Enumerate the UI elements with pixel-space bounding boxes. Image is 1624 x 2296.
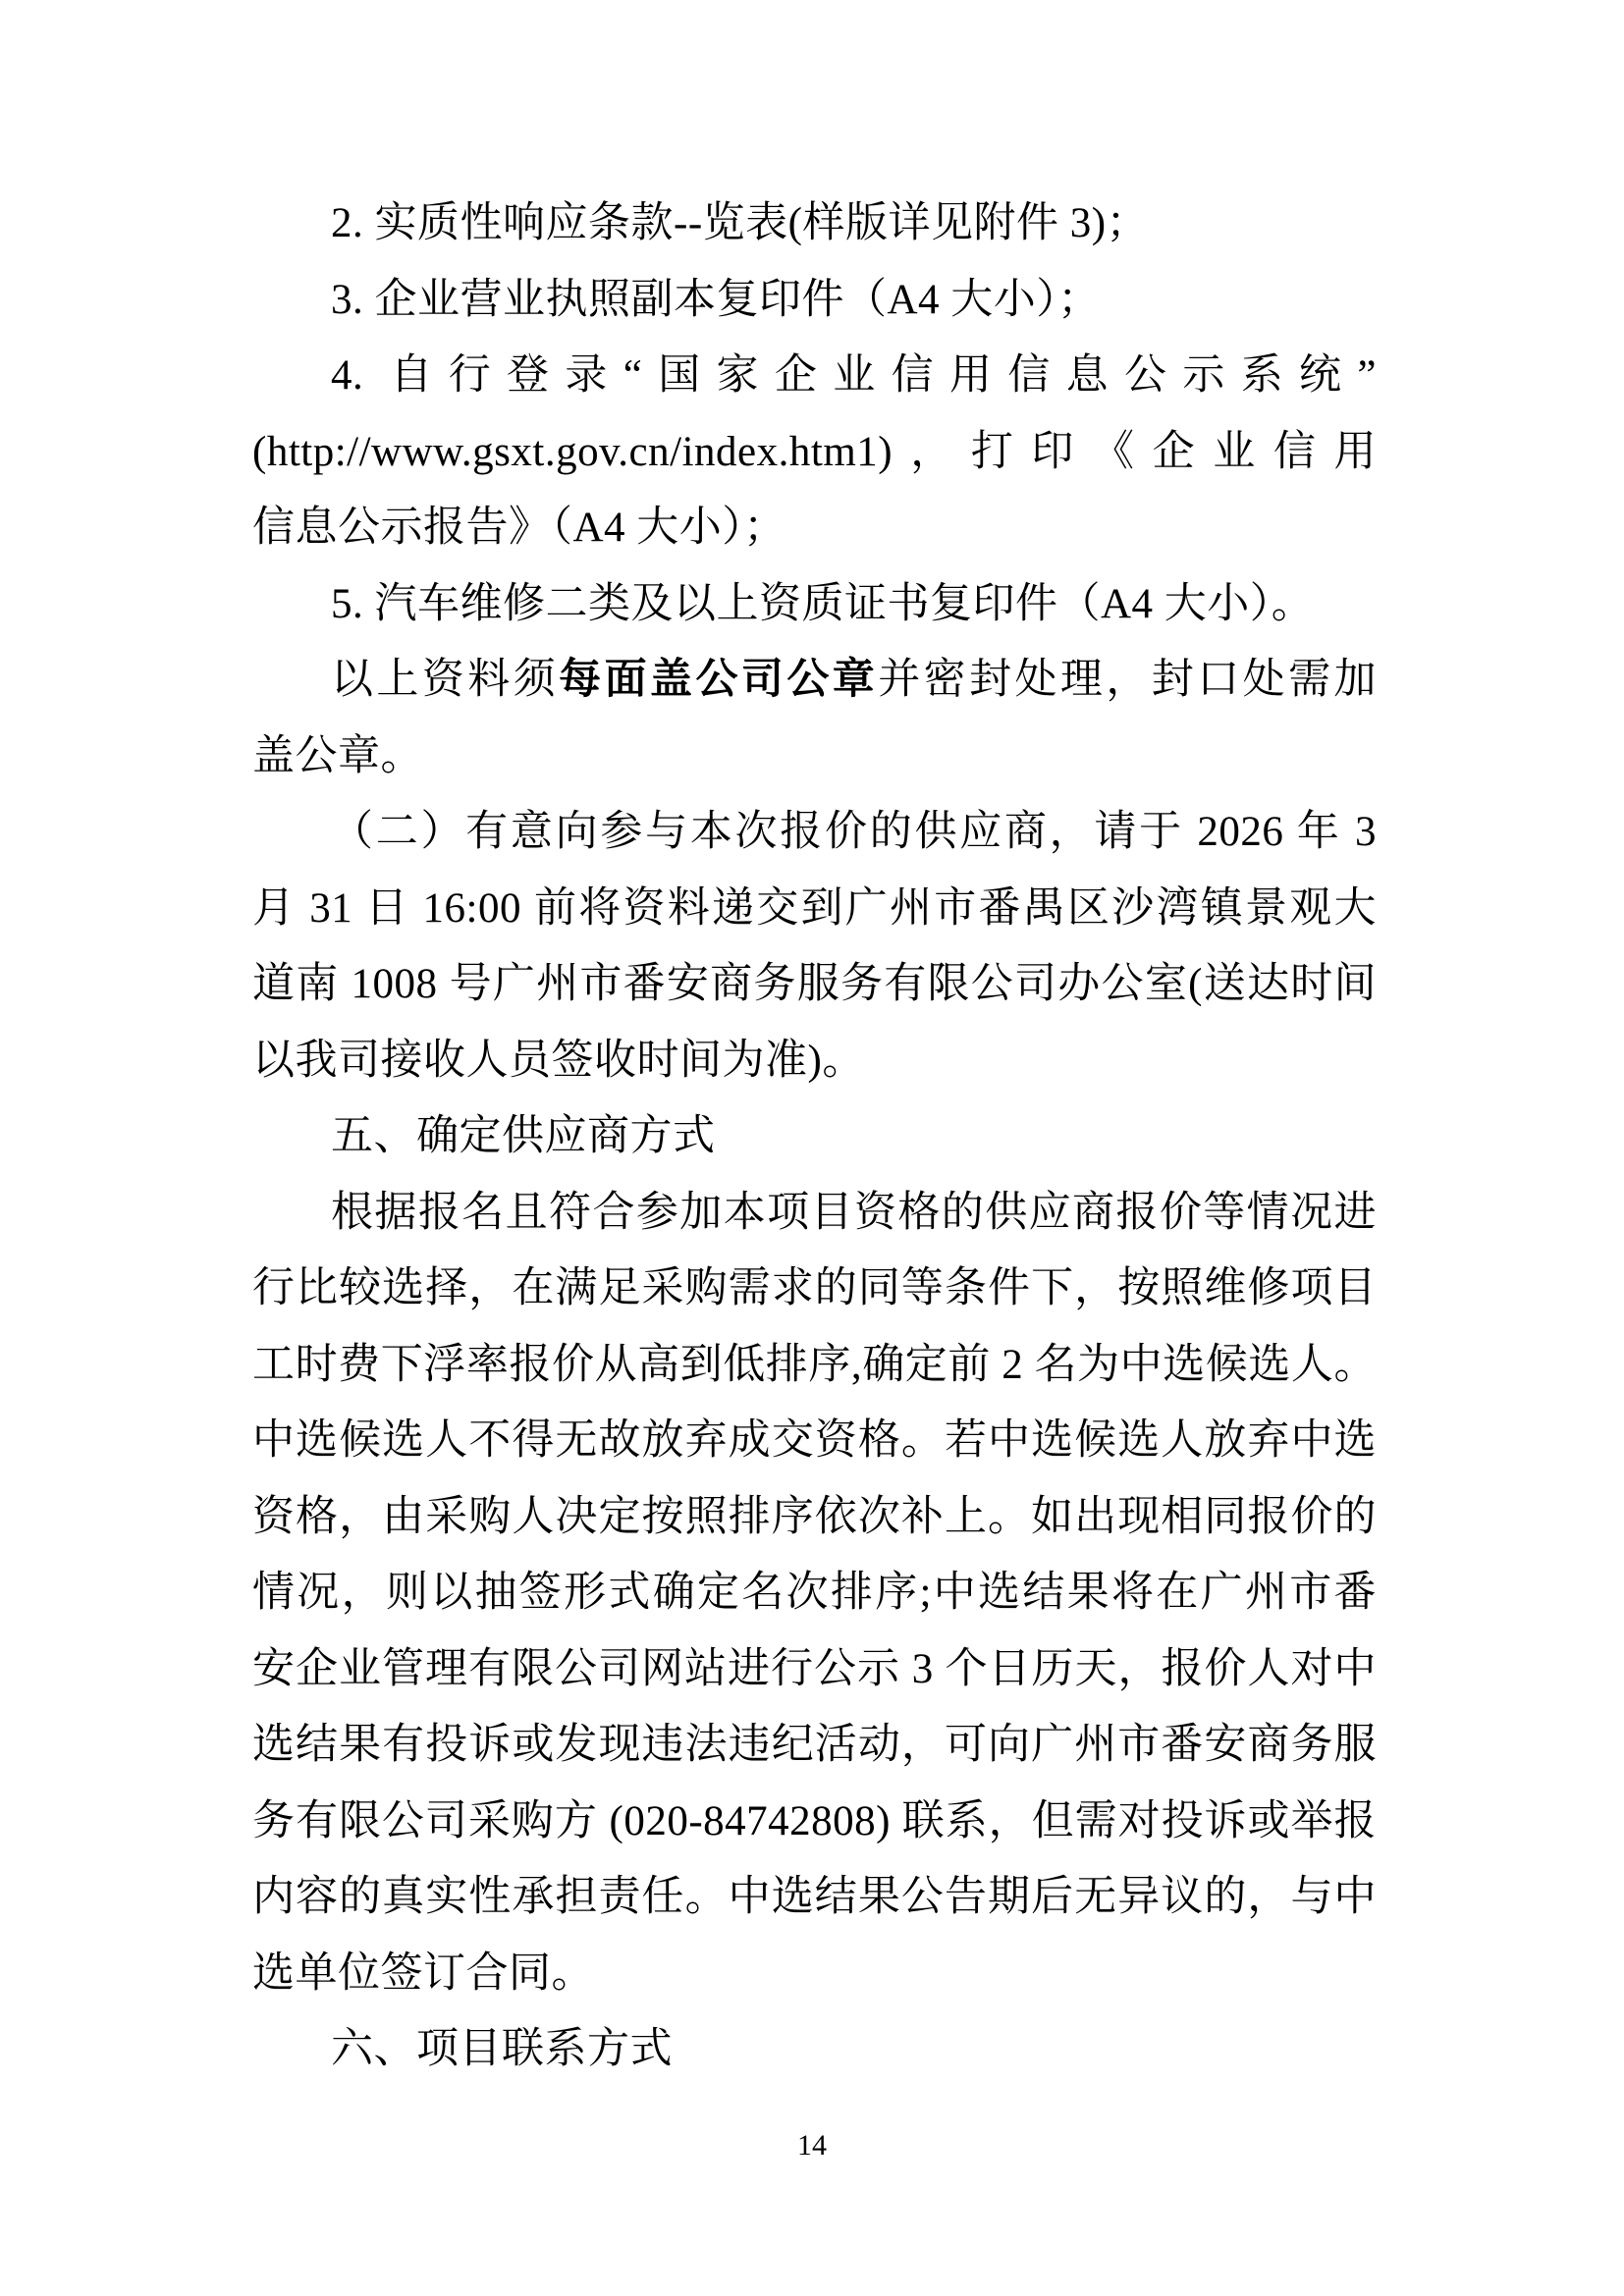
text-line: [252, 719, 1377, 795]
text-run: 五、确定供应商方式: [331, 1113, 716, 1159]
text-run: 选单位签订合同。: [252, 1949, 594, 1997]
bold-text-run: 每面盖公司公章: [559, 657, 879, 703]
text-line: [252, 1784, 1377, 1860]
text-run: 月 31 日 16:00 前将资料递交到广州市番禺区沙湾镇景观大: [252, 884, 1377, 932]
text-run: （二）有意向参与本次报价的供应商，请于 2026 年 3: [331, 809, 1377, 855]
text-run: 工时费下浮率报价从高到低排序,确定前 2 名为中选候选人。: [252, 1341, 1377, 1388]
text-line: [252, 1479, 1377, 1556]
text-line: [252, 338, 1377, 414]
text-line: [252, 1251, 1377, 1327]
text-line: [252, 1936, 1377, 2012]
text-run: 情况，则以抽签形式确定名次排序;中选结果将在广州市番: [252, 1570, 1377, 1616]
text-line: [252, 1859, 1377, 1936]
text-run: 道南 1008 号广州市番安商务服务有限公司办公室(送达时间: [252, 961, 1377, 1007]
text-line: [252, 490, 1377, 566]
text-line: [252, 1098, 1377, 1175]
text-line: [252, 1023, 1377, 1099]
text-line: [252, 794, 1377, 871]
text-run: 六、项目联系方式: [331, 2026, 673, 2072]
text-run: 根据报名且符合参加本项目资格的供应商报价等情况进: [331, 1189, 1377, 1236]
text-run: 4. 自行登录“国家企业信用信息公示系统”: [331, 352, 1377, 399]
text-run: 安企业管理有限公司网站进行公示 3 个日历天，报价人对中: [252, 1645, 1377, 1692]
text-run: 5. 汽车维修二类及以上资质证书复印件（A4 大小）。: [331, 580, 1315, 627]
text-run: 内容的真实性承担责任。中选结果公告期后无异议的，与中: [252, 1874, 1377, 1920]
text-line: [252, 2011, 1377, 2088]
text-line: [252, 186, 1377, 262]
text-line: [252, 262, 1377, 339]
text-run: 中选候选人不得无故放弃成交资格。若中选候选人放弃中选: [252, 1417, 1377, 1464]
text-run: 2. 实质性响应条款--览表(样版详见附件 3)；: [331, 200, 1150, 246]
text-line: [252, 642, 1377, 719]
text-line: [252, 1403, 1377, 1479]
text-line: [252, 1555, 1377, 1631]
text-run: 务有限公司采购方 (020-84742808) 联系，但需对投诉或举报: [252, 1797, 1377, 1844]
text-run: 以我司接收人员签收时间为准)。: [252, 1037, 865, 1084]
page-number: 14: [797, 2129, 827, 2162]
text-run: 资格，由采购人决定按照排序依次补上。如出现相同报价的: [252, 1493, 1377, 1540]
text-line: [252, 946, 1377, 1023]
text-line: [252, 1175, 1377, 1252]
document-body: [252, 186, 1377, 2088]
text-line: [252, 871, 1377, 947]
text-line: [252, 1327, 1377, 1404]
text-run: (http://www.gsxt.gov.cn/index.htm1)，打印《企业信用: [252, 428, 1377, 475]
text-run: 以上资料须: [331, 657, 560, 703]
text-line: [252, 414, 1377, 491]
text-run: 选结果有投诉或发现违法违纪活动，可向广州市番安商务服: [252, 1722, 1377, 1768]
text-run: 3. 企业营业执照副本复印件（A4 大小）；: [331, 276, 1101, 323]
text-line: [252, 566, 1377, 643]
text-run: 信息公示报告》（A4 大小）；: [252, 505, 786, 551]
text-run: 并密封处理，封口处需加: [878, 657, 1378, 703]
text-line: [252, 1707, 1377, 1784]
text-line: [252, 1631, 1377, 1708]
text-run: 行比较选择，在满足采购需求的同等条件下，按照维修项目: [252, 1265, 1377, 1311]
text-run: 盖公章。: [252, 732, 423, 779]
